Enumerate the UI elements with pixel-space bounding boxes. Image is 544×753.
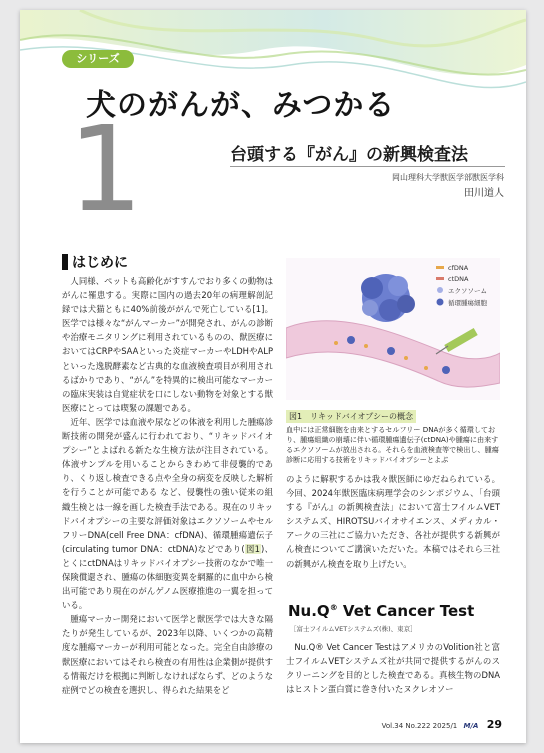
svg-text:ctDNA: ctDNA (448, 275, 469, 283)
svg-text:cfDNA: cfDNA (448, 264, 469, 272)
author-name: 田川道人 (464, 188, 504, 199)
subtitle-divider (230, 166, 505, 167)
paragraph: のように解釈するかは我々獣医師にゆだねられている。今回、2024年獣医臨床病理学会のシンポジウム、「台頭する『がん』の新興検査法」において富士フイルムVETシステムズ、HIROTSUバイオサイエンス、メディカル・アークの三社にご協力いただき、各社が提供する新興がん検査についてご講演いただいた。本稿ではそれら三社の新興がん検査を取り上げたい。 (286, 474, 500, 569)
page-title: 犬のがんが、みつかる (86, 88, 396, 123)
paragraph: 腫瘍マーカー開発において医学と獣医学では大きな隔たりが発生しているが、2023年以降、いくつかの高精度な腫瘍マーカーが利用可能となった。完全自由診療の獣医療においてはそれら検査の有用性は企業側が提供する情報だけを根拠に判断しなければならず、どのような症例でどの検査を選択し、得られた結果をど (62, 614, 273, 695)
paragraph: 人同様、ペットも高齢化がすすんでおり多くの動物はがんに罹患する。実際に国内の過去20年の病理解剖記録では犬猫ともに40%前後ががんで死亡している[1]。医学では様々な“がんマーカー”が開発され、がんの診断や治療モニタリングに利用されているものの、獣医療においてはCRPやSAAといった炎症マーカーやLDHやALPといった逸脱酵素など古典的な血液検査項目が利用されるばかりであり、“がん”を特異的に検出可能なマーカーの臨床実装は自覚症状を口にしない動物を対象とする獣医療にとっては喫緊の課題である。 (62, 276, 273, 413)
figure-caption (286, 404, 500, 465)
figure-caption-text: 血中には正常細胞を由来とするセルフリー DNAが多く循環しており、腫瘍組織の崩壊に伴い循環腫瘍遺伝子(ctDNA)や腫瘍に由来するエクソソームが放出される。それらを血液検査等で検出し、腫瘍診断に応用する技術をリキッドバイオプシーとよぶ (286, 425, 499, 464)
section-heading-nuq: Nu.Q® Vet Cancer Test (288, 602, 475, 620)
svg-text:エクソソーム: エクソソーム (448, 287, 487, 295)
series-number: 1 (68, 100, 144, 238)
paragraph: 近年、医学では血液や尿などの体液を利用した腫瘍診断技術の開発が盛んに行われており、“リキッドバイオプシー”とよばれる新たな生検方法が注目されている。体液サンプルを用いることからきわめて非侵襲的であり、くり返し検査できる点や全身の病変を反映した解析を行うことが可能である など、侵襲性の強い従来の組織生検とは一線を画した検査手法である。現在のリキッドバイオプシーの主要な評価対象はエクソソームやセルフリーDNA(cell Free DNA：cfDNA)、循環腫瘍遺伝子(circulating tumor DNA：ctDNA)などであり(図1)、とくにctDNAはリキッドバイオプシー技術のなかで唯一保険償還され、腫瘍の体細胞変異を網羅的に血中から検出可能であり現在のがんゲノム医療推進の一翼を担っている。 (62, 416, 273, 611)
figure-reference-link[interactable]: 図1 (245, 543, 260, 554)
author-affiliation: 岡山理科大学獣医学部獣医学科 (392, 173, 504, 182)
page-number: 29 (486, 718, 502, 731)
page (20, 10, 526, 743)
magazine-logo: M/A (463, 722, 479, 730)
svg-text:循環腫瘍細胞: 循環腫瘍細胞 (448, 299, 487, 307)
section-subheading-nuq: ［富士フイルムVETシステムズ(株)、東京］ (290, 625, 417, 633)
issue-info: Vol.34 No.222 2025/1 (381, 722, 458, 730)
right-column-text-nuq (286, 640, 500, 696)
paragraph: Nu.Q® Vet Cancer TestはアメリカのVolition社と富士フイルムVETシステムズ社が共同で提供するがんのスクリーニングを目的とした検査である。真核生物のDNAはヒストン蛋白質に巻き付いたヌクレオソー (286, 642, 500, 695)
right-column-text (286, 472, 500, 571)
figure-liquid-biopsy (286, 258, 500, 400)
heading-bar-icon (62, 254, 68, 270)
series-badge: シリーズ (62, 50, 134, 68)
left-column-text (62, 274, 273, 697)
section-heading-intro: はじめに (62, 252, 128, 272)
figure-caption-title: 図1 リキッドバイオプシーの概念 (286, 410, 416, 423)
article-subtitle: 台頭する『がん』の新興検査法 (230, 145, 468, 165)
page-footer (382, 718, 502, 731)
